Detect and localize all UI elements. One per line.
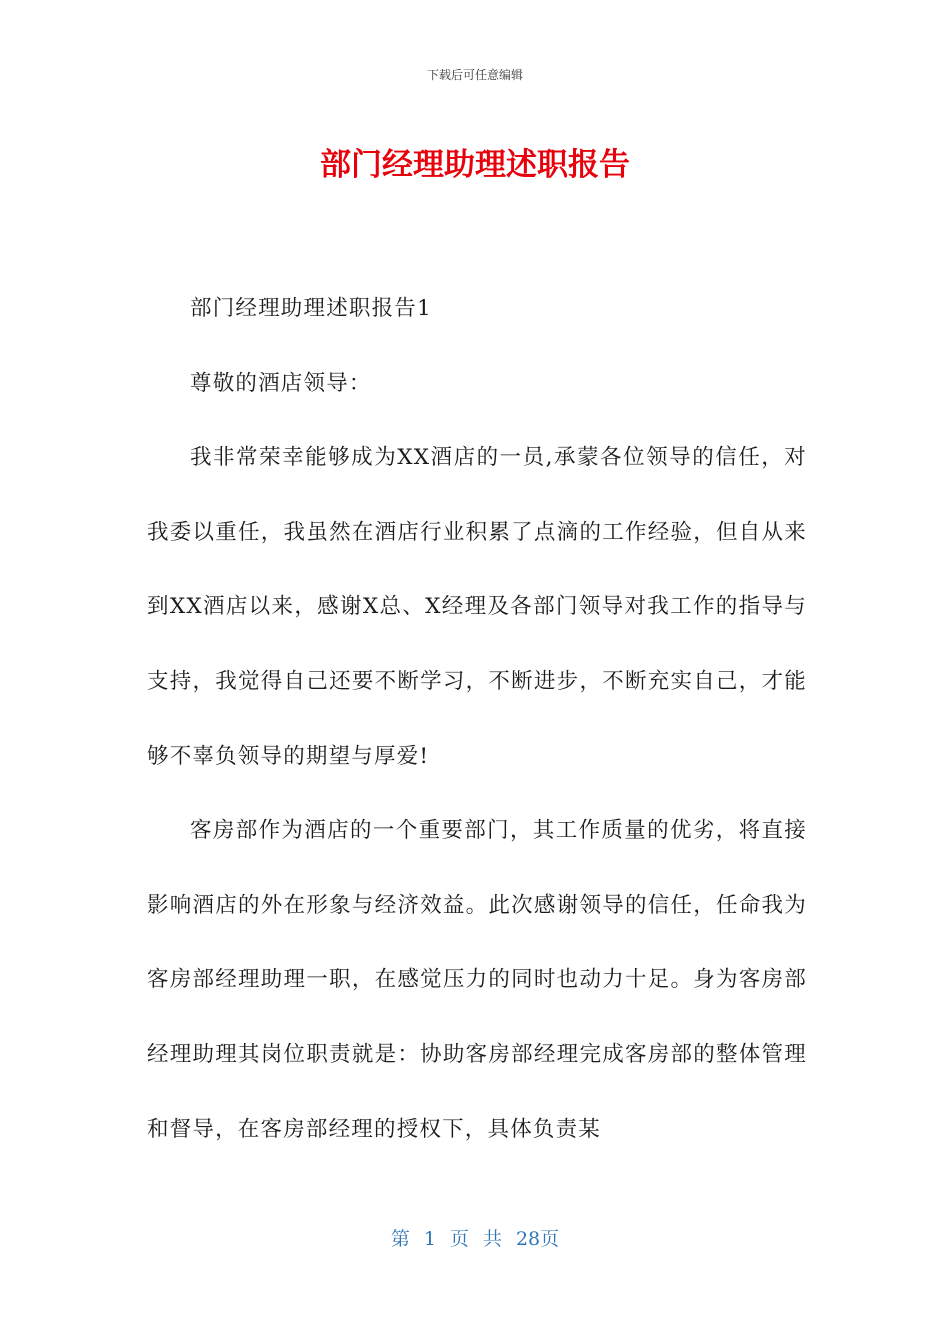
footer-page-word: 页 (449, 1228, 469, 1250)
document-body (147, 272, 807, 1167)
footer-total-prefix: 共 (482, 1228, 502, 1250)
paragraph-intro: 我非常荣幸能够成为XX酒店的一员,承蒙各位领导的信任，对我委以重任，我虽然在酒店行业积累了点滴的工作经验，但自从来到XX酒店以来，感谢X总、X经理及各部门领导对我工作的指导与支持，我觉得自己还要不断学习，不断进步，不断充实自己，才能够不辜负领导的期望与厚爱! (147, 445, 807, 769)
page-footer (0, 1226, 950, 1252)
paragraph-salutation: 尊敬的酒店领导： (190, 370, 372, 396)
document-title: 部门经理助理述职报告 (320, 147, 630, 183)
header-note: 下载后可任意编辑 (426, 68, 523, 82)
paragraph-heading: 部门经理助理述职报告1 (190, 296, 432, 321)
footer-prefix: 第 (390, 1228, 410, 1250)
footer-current-page: 1 (423, 1228, 436, 1250)
paragraph-role: 客房部作为酒店的一个重要部门，其工作质量的优劣，将直接影响酒店的外在形象与经济效益。此次感谢领导的信任，任命我为客房部经理助理一职，在感觉压力的同时也动力十足。身为客房部经理助理其岗位职责就是：协助客房部经理完成客房部的整体管理和督导，在客房部经理的授权下，具体负责某 (147, 818, 807, 1142)
footer-total-pages: 28页 (515, 1228, 560, 1250)
